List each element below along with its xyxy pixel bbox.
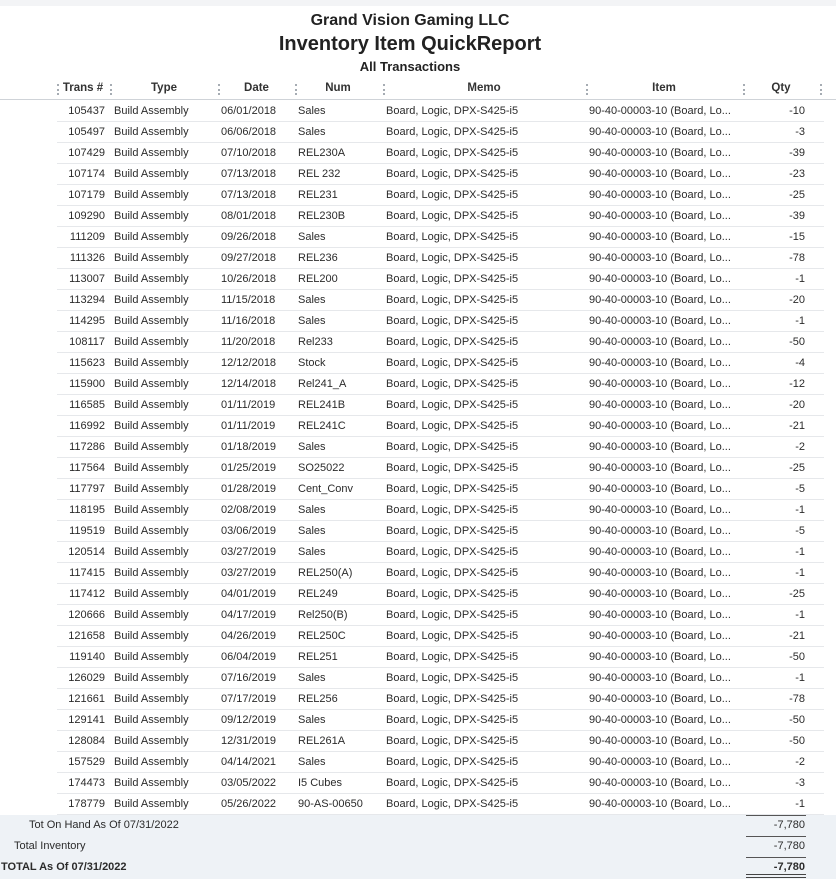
cell-date: 06/04/2019 bbox=[221, 651, 277, 663]
cell-memo: Board, Logic, DPX-S425-i5 bbox=[386, 525, 519, 537]
cell-type: Build Assembly bbox=[114, 525, 189, 537]
cell-memo: Board, Logic, DPX-S425-i5 bbox=[386, 462, 519, 474]
table-row[interactable] bbox=[0, 542, 836, 563]
cell-type: Build Assembly bbox=[114, 294, 189, 306]
cell-item: 90-40-00003-10 (Board, Lo... bbox=[589, 252, 731, 264]
cell-num: REL256 bbox=[298, 693, 338, 705]
cell-type: Build Assembly bbox=[114, 462, 189, 474]
cell-item: 90-40-00003-10 (Board, Lo... bbox=[589, 231, 731, 243]
col-header-type[interactable]: Type bbox=[151, 82, 177, 94]
cell-num: Stock bbox=[298, 357, 326, 369]
cell-memo: Board, Logic, DPX-S425-i5 bbox=[386, 651, 519, 663]
cell-num: I5 Cubes bbox=[298, 777, 343, 789]
cell-item: 90-40-00003-10 (Board, Lo... bbox=[589, 189, 731, 201]
cell-qty: -1 bbox=[795, 567, 805, 579]
table-row[interactable] bbox=[0, 626, 836, 647]
cell-num: REL241C bbox=[298, 420, 346, 432]
cell-trans: 119140 bbox=[69, 651, 105, 663]
col-header-qty[interactable]: Qty bbox=[771, 82, 791, 94]
cell-qty: -12 bbox=[789, 378, 805, 390]
cell-type: Build Assembly bbox=[114, 504, 189, 516]
cell-memo: Board, Logic, DPX-S425-i5 bbox=[386, 315, 519, 327]
cell-trans: 126029 bbox=[68, 672, 105, 684]
table-row[interactable] bbox=[0, 416, 836, 437]
cell-qty: -1 bbox=[795, 315, 805, 327]
table-row[interactable] bbox=[0, 584, 836, 605]
cell-type: Build Assembly bbox=[114, 714, 189, 726]
table-row[interactable] bbox=[0, 521, 836, 542]
cell-trans: 157529 bbox=[68, 756, 105, 768]
col-header-memo[interactable]: Memo bbox=[467, 82, 501, 94]
table-row[interactable] bbox=[0, 395, 836, 416]
cell-memo: Board, Logic, DPX-S425-i5 bbox=[386, 231, 519, 243]
cell-trans: 120514 bbox=[68, 546, 105, 558]
cell-date: 04/14/2021 bbox=[221, 756, 277, 768]
cell-date: 03/27/2019 bbox=[221, 567, 277, 579]
cell-num: Rel250(B) bbox=[298, 609, 348, 621]
cell-type: Build Assembly bbox=[114, 630, 189, 642]
grand-total-row bbox=[0, 857, 836, 879]
cell-trans: 116992 bbox=[69, 420, 105, 432]
table-row[interactable] bbox=[0, 374, 836, 395]
cell-date: 09/27/2018 bbox=[221, 252, 277, 264]
cell-item: 90-40-00003-10 (Board, Lo... bbox=[589, 105, 731, 117]
cell-item: 90-40-00003-10 (Board, Lo... bbox=[589, 798, 731, 810]
cell-trans: 178779 bbox=[68, 798, 105, 810]
table-row[interactable] bbox=[0, 500, 836, 521]
cell-memo: Board, Logic, DPX-S425-i5 bbox=[386, 294, 519, 306]
table-row[interactable] bbox=[0, 311, 836, 332]
cell-num: REL230B bbox=[298, 210, 346, 222]
cell-memo: Board, Logic, DPX-S425-i5 bbox=[386, 273, 519, 285]
cell-trans: 105497 bbox=[68, 126, 105, 138]
cell-date: 06/06/2018 bbox=[221, 126, 277, 138]
cell-type: Build Assembly bbox=[114, 147, 189, 159]
cell-trans: 129141 bbox=[68, 714, 105, 726]
cell-item: 90-40-00003-10 (Board, Lo... bbox=[589, 126, 731, 138]
cell-date: 07/17/2019 bbox=[221, 693, 277, 705]
cell-memo: Board, Logic, DPX-S425-i5 bbox=[386, 126, 519, 138]
cell-trans: 111209 bbox=[69, 231, 105, 243]
cell-qty: -23 bbox=[789, 168, 805, 180]
cell-qty: -50 bbox=[789, 336, 805, 348]
cell-memo: Board, Logic, DPX-S425-i5 bbox=[386, 567, 519, 579]
cell-num: Sales bbox=[298, 315, 326, 327]
cell-num: Sales bbox=[298, 525, 326, 537]
cell-trans: 120666 bbox=[68, 609, 105, 621]
cell-num: Sales bbox=[298, 231, 326, 243]
cell-date: 01/11/2019 bbox=[221, 420, 276, 432]
cell-trans: 113294 bbox=[69, 294, 105, 306]
table-row[interactable] bbox=[0, 731, 836, 752]
cell-num: Sales bbox=[298, 504, 326, 516]
table-row[interactable] bbox=[0, 122, 836, 143]
col-header-item[interactable]: Item bbox=[652, 82, 676, 94]
cell-trans: 114295 bbox=[69, 315, 105, 327]
cell-qty: -25 bbox=[789, 462, 805, 474]
cell-item: 90-40-00003-10 (Board, Lo... bbox=[589, 609, 731, 621]
cell-memo: Board, Logic, DPX-S425-i5 bbox=[386, 483, 519, 495]
cell-item: 90-40-00003-10 (Board, Lo... bbox=[589, 483, 731, 495]
cell-qty: -3 bbox=[795, 777, 805, 789]
cell-num: REL230A bbox=[298, 147, 346, 159]
table-row[interactable] bbox=[0, 437, 836, 458]
cell-num: Sales bbox=[298, 672, 326, 684]
cell-type: Build Assembly bbox=[114, 210, 189, 222]
table-row[interactable] bbox=[0, 290, 836, 311]
cell-qty: -78 bbox=[789, 252, 805, 264]
cell-trans: 117412 bbox=[69, 588, 105, 600]
cell-item: 90-40-00003-10 (Board, Lo... bbox=[589, 588, 731, 600]
cell-memo: Board, Logic, DPX-S425-i5 bbox=[386, 147, 519, 159]
cell-memo: Board, Logic, DPX-S425-i5 bbox=[386, 777, 519, 789]
cell-type: Build Assembly bbox=[114, 399, 189, 411]
cell-num: REL249 bbox=[298, 588, 338, 600]
cell-qty: -39 bbox=[789, 210, 805, 222]
cell-type: Build Assembly bbox=[114, 735, 189, 747]
cell-memo: Board, Logic, DPX-S425-i5 bbox=[386, 588, 519, 600]
cell-memo: Board, Logic, DPX-S425-i5 bbox=[386, 378, 519, 390]
cell-item: 90-40-00003-10 (Board, Lo... bbox=[589, 651, 731, 663]
cell-item: 90-40-00003-10 (Board, Lo... bbox=[589, 462, 731, 474]
cell-memo: Board, Logic, DPX-S425-i5 bbox=[386, 693, 519, 705]
cell-trans: 105437 bbox=[68, 105, 105, 117]
cell-trans: 107174 bbox=[68, 168, 105, 180]
cell-num: Sales bbox=[298, 105, 326, 117]
tot-on-hand-label: Tot On Hand As Of 07/31/2022 bbox=[29, 819, 179, 831]
cell-memo: Board, Logic, DPX-S425-i5 bbox=[386, 336, 519, 348]
cell-trans: 121661 bbox=[68, 693, 105, 705]
cell-trans: 117415 bbox=[69, 567, 105, 579]
grand-total-label: TOTAL As Of 07/31/2022 bbox=[1, 861, 127, 873]
cell-num: Rel241_A bbox=[298, 378, 347, 390]
cell-date: 04/17/2019 bbox=[221, 609, 277, 621]
cell-item: 90-40-00003-10 (Board, Lo... bbox=[589, 273, 731, 285]
cell-qty: -1 bbox=[795, 672, 805, 684]
cell-date: 07/10/2018 bbox=[221, 147, 277, 159]
cell-trans: 117286 bbox=[69, 441, 105, 453]
table-row[interactable] bbox=[0, 206, 836, 227]
cell-item: 90-40-00003-10 (Board, Lo... bbox=[589, 525, 731, 537]
cell-date: 11/20/2018 bbox=[221, 336, 276, 348]
cell-trans: 115900 bbox=[69, 378, 105, 390]
total-inventory-value: -7,780 bbox=[773, 840, 805, 852]
cell-item: 90-40-00003-10 (Board, Lo... bbox=[589, 714, 731, 726]
report-title: Inventory Item QuickReport bbox=[278, 33, 542, 55]
cell-num: REL200 bbox=[298, 273, 338, 285]
cell-date: 01/11/2019 bbox=[221, 399, 276, 411]
table-row[interactable] bbox=[0, 248, 836, 269]
cell-type: Build Assembly bbox=[114, 546, 189, 558]
cell-type: Build Assembly bbox=[114, 105, 189, 117]
top-strip bbox=[0, 0, 836, 6]
cell-item: 90-40-00003-10 (Board, Lo... bbox=[589, 693, 731, 705]
cell-trans: 121658 bbox=[68, 630, 105, 642]
cell-trans: 117564 bbox=[69, 462, 105, 474]
table-row[interactable] bbox=[0, 689, 836, 710]
cell-date: 01/28/2019 bbox=[221, 483, 277, 495]
cell-trans: 119519 bbox=[69, 525, 105, 537]
table-row[interactable] bbox=[0, 479, 836, 500]
cell-num: Cent_Conv bbox=[298, 483, 354, 495]
col-header-date[interactable]: Date bbox=[244, 82, 269, 94]
cell-num: Sales bbox=[298, 756, 326, 768]
cell-memo: Board, Logic, DPX-S425-i5 bbox=[386, 105, 519, 117]
cell-num: REL251 bbox=[298, 651, 338, 663]
subtotal-rule bbox=[746, 815, 806, 816]
cell-trans: 107429 bbox=[68, 147, 105, 159]
cell-memo: Board, Logic, DPX-S425-i5 bbox=[386, 735, 519, 747]
cell-item: 90-40-00003-10 (Board, Lo... bbox=[589, 504, 731, 516]
table-row[interactable] bbox=[0, 773, 836, 794]
cell-item: 90-40-00003-10 (Board, Lo... bbox=[589, 756, 731, 768]
table-row[interactable] bbox=[0, 710, 836, 731]
cell-date: 12/12/2018 bbox=[221, 357, 277, 369]
cell-qty: -39 bbox=[789, 147, 805, 159]
cell-memo: Board, Logic, DPX-S425-i5 bbox=[386, 252, 519, 264]
cell-type: Build Assembly bbox=[114, 231, 189, 243]
cell-qty: -50 bbox=[789, 714, 805, 726]
cell-qty: -20 bbox=[789, 294, 805, 306]
cell-item: 90-40-00003-10 (Board, Lo... bbox=[589, 672, 731, 684]
cell-date: 07/13/2018 bbox=[221, 189, 277, 201]
cell-num: Sales bbox=[298, 546, 326, 558]
table-row[interactable] bbox=[0, 164, 836, 185]
cell-trans: 107179 bbox=[68, 189, 105, 201]
cell-date: 10/26/2018 bbox=[221, 273, 277, 285]
cell-num: REL236 bbox=[298, 252, 338, 264]
cell-memo: Board, Logic, DPX-S425-i5 bbox=[386, 399, 519, 411]
cell-memo: Board, Logic, DPX-S425-i5 bbox=[386, 714, 519, 726]
cell-num: REL241B bbox=[298, 399, 346, 411]
cell-trans: 128084 bbox=[68, 735, 105, 747]
cell-item: 90-40-00003-10 (Board, Lo... bbox=[589, 294, 731, 306]
cell-num: 90-AS-00650 bbox=[298, 798, 363, 810]
cell-item: 90-40-00003-10 (Board, Lo... bbox=[589, 441, 731, 453]
cell-trans: 118195 bbox=[69, 504, 105, 516]
cell-memo: Board, Logic, DPX-S425-i5 bbox=[386, 798, 519, 810]
cell-memo: Board, Logic, DPX-S425-i5 bbox=[386, 609, 519, 621]
cell-memo: Board, Logic, DPX-S425-i5 bbox=[386, 630, 519, 642]
cell-trans: 111326 bbox=[69, 252, 105, 264]
cell-qty: -10 bbox=[789, 105, 805, 117]
table-row[interactable] bbox=[0, 227, 836, 248]
cell-trans: 113007 bbox=[69, 273, 105, 285]
cell-type: Build Assembly bbox=[114, 252, 189, 264]
cell-memo: Board, Logic, DPX-S425-i5 bbox=[386, 357, 519, 369]
cell-qty: -1 bbox=[795, 273, 805, 285]
table-row[interactable] bbox=[0, 563, 836, 584]
cell-num: REL250(A) bbox=[298, 567, 353, 579]
cell-type: Build Assembly bbox=[114, 651, 189, 663]
cell-memo: Board, Logic, DPX-S425-i5 bbox=[386, 504, 519, 516]
cell-memo: Board, Logic, DPX-S425-i5 bbox=[386, 441, 519, 453]
cell-num: SO25022 bbox=[298, 462, 345, 474]
cell-qty: -1 bbox=[795, 609, 805, 621]
cell-date: 12/31/2019 bbox=[221, 735, 277, 747]
cell-type: Build Assembly bbox=[114, 672, 189, 684]
cell-item: 90-40-00003-10 (Board, Lo... bbox=[589, 378, 731, 390]
total-inventory-row bbox=[0, 836, 836, 857]
col-header-num[interactable]: Num bbox=[325, 82, 351, 94]
total-rule bbox=[746, 857, 806, 858]
table-row[interactable] bbox=[0, 605, 836, 626]
cell-num: Rel233 bbox=[298, 336, 333, 348]
cell-qty: -78 bbox=[789, 693, 805, 705]
cell-trans: 117797 bbox=[69, 483, 105, 495]
cell-type: Build Assembly bbox=[114, 756, 189, 768]
cell-qty: -50 bbox=[789, 735, 805, 747]
cell-date: 09/26/2018 bbox=[221, 231, 277, 243]
cell-qty: -25 bbox=[789, 588, 805, 600]
cell-item: 90-40-00003-10 (Board, Lo... bbox=[589, 567, 731, 579]
cell-memo: Board, Logic, DPX-S425-i5 bbox=[386, 756, 519, 768]
table-row[interactable] bbox=[0, 185, 836, 206]
table-row[interactable] bbox=[0, 668, 836, 689]
column-header-row bbox=[0, 79, 836, 100]
cell-item: 90-40-00003-10 (Board, Lo... bbox=[589, 357, 731, 369]
cell-type: Build Assembly bbox=[114, 777, 189, 789]
cell-qty: -1 bbox=[795, 546, 805, 558]
cell-date: 01/18/2019 bbox=[221, 441, 277, 453]
cell-date: 03/05/2022 bbox=[221, 777, 277, 789]
table-row[interactable] bbox=[0, 332, 836, 353]
tot-on-hand-value: -7,780 bbox=[773, 819, 805, 831]
table-row[interactable] bbox=[0, 752, 836, 773]
cell-item: 90-40-00003-10 (Board, Lo... bbox=[589, 168, 731, 180]
cell-date: 11/16/2018 bbox=[221, 315, 276, 327]
cell-type: Build Assembly bbox=[114, 357, 189, 369]
cell-date: 08/01/2018 bbox=[221, 210, 277, 222]
col-header-trans[interactable]: Trans # bbox=[62, 82, 104, 94]
cell-num: Sales bbox=[298, 126, 326, 138]
cell-qty: -2 bbox=[795, 441, 805, 453]
cell-qty: -20 bbox=[789, 399, 805, 411]
cell-memo: Board, Logic, DPX-S425-i5 bbox=[386, 420, 519, 432]
cell-num: Sales bbox=[298, 441, 326, 453]
cell-date: 04/01/2019 bbox=[221, 588, 277, 600]
cell-qty: -1 bbox=[795, 504, 805, 516]
column-resize-handle[interactable] bbox=[820, 84, 823, 95]
cell-num: REL231 bbox=[298, 189, 338, 201]
cell-type: Build Assembly bbox=[114, 588, 189, 600]
cell-qty: -5 bbox=[795, 525, 805, 537]
cell-item: 90-40-00003-10 (Board, Lo... bbox=[589, 546, 731, 558]
cell-item: 90-40-00003-10 (Board, Lo... bbox=[589, 399, 731, 411]
cell-qty: -25 bbox=[789, 189, 805, 201]
cell-item: 90-40-00003-10 (Board, Lo... bbox=[589, 336, 731, 348]
cell-type: Build Assembly bbox=[114, 189, 189, 201]
cell-trans: 116585 bbox=[69, 399, 105, 411]
cell-qty: -15 bbox=[789, 231, 805, 243]
cell-type: Build Assembly bbox=[114, 315, 189, 327]
cell-qty: -21 bbox=[789, 420, 805, 432]
cell-item: 90-40-00003-10 (Board, Lo... bbox=[589, 735, 731, 747]
cell-memo: Board, Logic, DPX-S425-i5 bbox=[386, 672, 519, 684]
cell-type: Build Assembly bbox=[114, 168, 189, 180]
cell-date: 06/01/2018 bbox=[221, 105, 277, 117]
cell-qty: -4 bbox=[795, 357, 805, 369]
cell-type: Build Assembly bbox=[114, 378, 189, 390]
cell-num: REL250C bbox=[298, 630, 346, 642]
report-subtitle: All Transactions bbox=[359, 59, 461, 74]
tot-on-hand-row bbox=[0, 815, 836, 836]
cell-type: Build Assembly bbox=[114, 273, 189, 285]
cell-item: 90-40-00003-10 (Board, Lo... bbox=[589, 147, 731, 159]
cell-type: Build Assembly bbox=[114, 336, 189, 348]
table-row[interactable] bbox=[0, 353, 836, 374]
table-row[interactable] bbox=[0, 143, 836, 164]
cell-qty: -21 bbox=[789, 630, 805, 642]
cell-qty: -1 bbox=[795, 798, 805, 810]
cell-item: 90-40-00003-10 (Board, Lo... bbox=[589, 315, 731, 327]
cell-date: 01/25/2019 bbox=[221, 462, 277, 474]
cell-num: REL 232 bbox=[298, 168, 341, 180]
cell-memo: Board, Logic, DPX-S425-i5 bbox=[386, 546, 519, 558]
cell-qty: -3 bbox=[795, 126, 805, 138]
table-row[interactable] bbox=[0, 647, 836, 668]
cell-date: 02/08/2019 bbox=[221, 504, 277, 516]
cell-type: Build Assembly bbox=[114, 567, 189, 579]
table-row[interactable] bbox=[0, 269, 836, 290]
company-name: Grand Vision Gaming LLC bbox=[310, 12, 510, 29]
subtotal-rule bbox=[746, 836, 806, 837]
cell-date: 03/06/2019 bbox=[221, 525, 277, 537]
cell-type: Build Assembly bbox=[114, 420, 189, 432]
table-row[interactable] bbox=[0, 458, 836, 479]
cell-memo: Board, Logic, DPX-S425-i5 bbox=[386, 189, 519, 201]
cell-trans: 109290 bbox=[68, 210, 105, 222]
cell-num: REL261A bbox=[298, 735, 346, 747]
cell-date: 07/13/2018 bbox=[221, 168, 277, 180]
grand-total-value: -7,780 bbox=[773, 861, 805, 873]
cell-type: Build Assembly bbox=[114, 798, 189, 810]
cell-date: 03/27/2019 bbox=[221, 546, 277, 558]
cell-date: 07/16/2019 bbox=[221, 672, 277, 684]
cell-item: 90-40-00003-10 (Board, Lo... bbox=[589, 210, 731, 222]
cell-date: 05/26/2022 bbox=[221, 798, 277, 810]
cell-trans: 174473 bbox=[68, 777, 105, 789]
cell-trans: 108117 bbox=[69, 336, 105, 348]
table-row[interactable] bbox=[0, 101, 836, 122]
cell-type: Build Assembly bbox=[114, 609, 189, 621]
cell-date: 12/14/2018 bbox=[221, 378, 277, 390]
cell-num: Sales bbox=[298, 294, 326, 306]
cell-memo: Board, Logic, DPX-S425-i5 bbox=[386, 168, 519, 180]
cell-trans: 115623 bbox=[69, 357, 105, 369]
table-row[interactable] bbox=[0, 794, 836, 815]
cell-qty: -5 bbox=[795, 483, 805, 495]
cell-qty: -2 bbox=[795, 756, 805, 768]
double-underline bbox=[746, 874, 806, 878]
cell-type: Build Assembly bbox=[114, 483, 189, 495]
cell-date: 09/12/2019 bbox=[221, 714, 277, 726]
cell-qty: -50 bbox=[789, 651, 805, 663]
cell-type: Build Assembly bbox=[114, 693, 189, 705]
cell-item: 90-40-00003-10 (Board, Lo... bbox=[589, 630, 731, 642]
report-rows bbox=[0, 101, 836, 815]
cell-type: Build Assembly bbox=[114, 126, 189, 138]
cell-type: Build Assembly bbox=[114, 441, 189, 453]
cell-item: 90-40-00003-10 (Board, Lo... bbox=[589, 420, 731, 432]
cell-date: 11/15/2018 bbox=[221, 294, 276, 306]
cell-memo: Board, Logic, DPX-S425-i5 bbox=[386, 210, 519, 222]
cell-num: Sales bbox=[298, 714, 326, 726]
cell-item: 90-40-00003-10 (Board, Lo... bbox=[589, 777, 731, 789]
total-inventory-label: Total Inventory bbox=[14, 840, 86, 852]
cell-date: 04/26/2019 bbox=[221, 630, 277, 642]
